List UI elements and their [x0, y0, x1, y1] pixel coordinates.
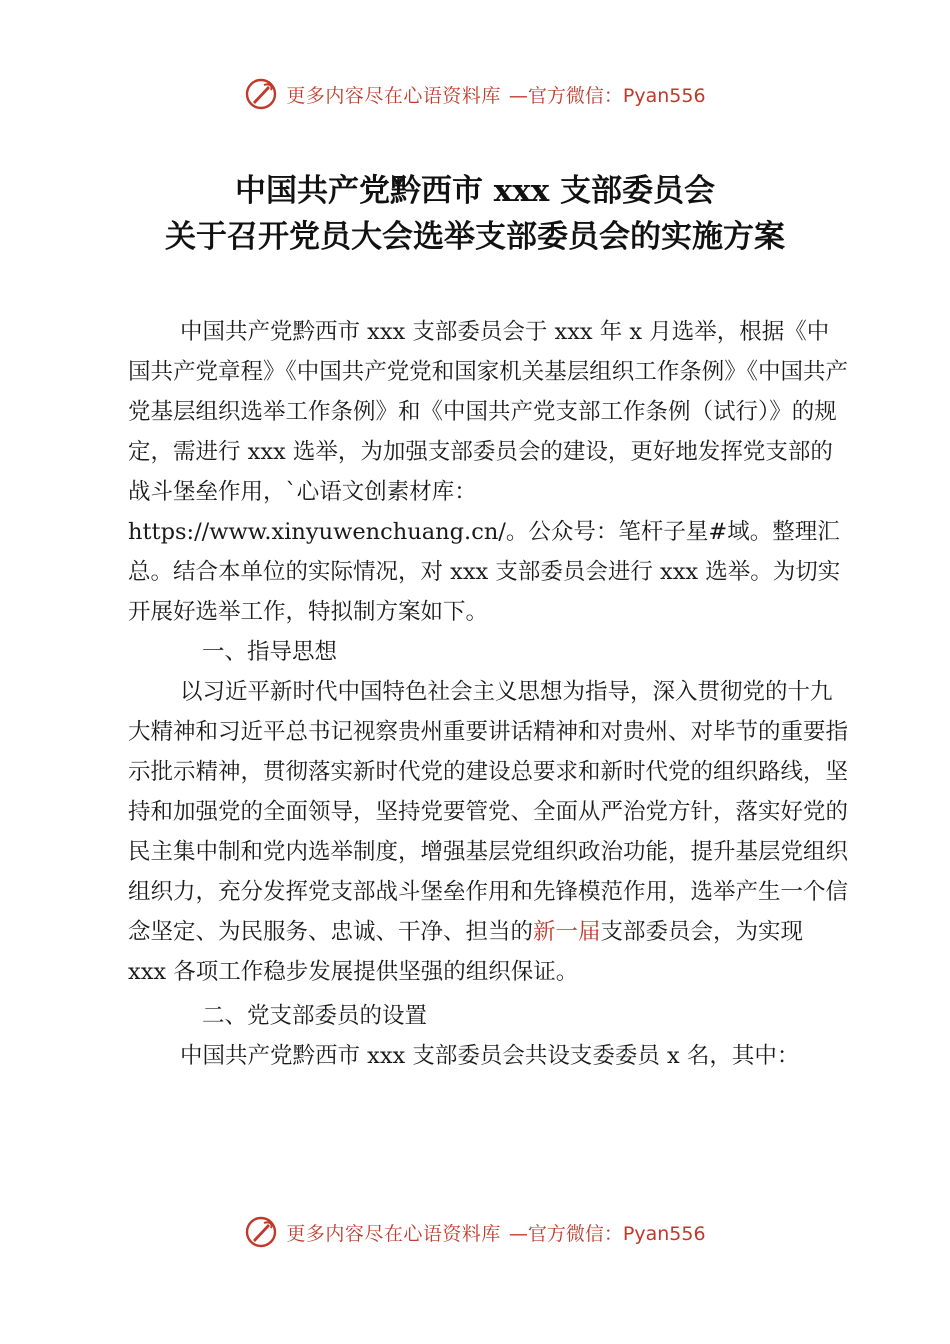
footer-banner [0, 1212, 950, 1252]
title-line-1: 中国共产党黔西市 xxx 支部委员会 [234, 173, 716, 209]
paragraph-text: 以习近平新时代中国特色社会主义思想为指导，深入贯彻党的十九大精神和习近平总书记视察贵州重要讲话精神和对贵州、对毕节的重要指示批示精神，贯彻落实新时代党的建设总要求和新时代党的组织路线，坚持和加强党的全面领导，坚持党要管党、全面从严治党方针，落实好党的民主集中制和党内选举制度，增强基层党组织政治功能，提升基层党组织组织力，充分发挥党支部战斗堡垒作用和先锋模范作用，选举产生一个信念坚定、为民服务、忠诚、干净、担当的 [128, 679, 849, 945]
banner-wechat-text: —官方微信：Pyan556 [508, 84, 706, 107]
quill-pen-logo-icon [244, 77, 278, 111]
paragraph-text: 支部委员会，为实现 xxx 各项工作稳步发展提供坚强的组织保证。 [128, 919, 804, 985]
banner-brand-text: 更多内容尽在心语资料库 [286, 84, 501, 107]
banner-wechat-text: —官方微信：Pyan556 [508, 1222, 706, 1245]
committee-setup-paragraph: 中国共产党黔西市 xxx 支部委员会共设支委委员 x 名，其中： [180, 1043, 800, 1069]
header-banner [0, 74, 950, 114]
document-title [0, 168, 950, 260]
banner-brand-text: 更多内容尽在心语资料库 [286, 1222, 501, 1245]
highlighted-text: 新一届 [533, 919, 601, 945]
document-body [128, 312, 848, 1076]
section-heading-committee-setup: 二、党支部委员的设置 [202, 1003, 428, 1029]
guiding-ideology-paragraph [128, 672, 848, 992]
title-line-2: 关于召开党员大会选举支部委员会的实施方案 [165, 219, 785, 255]
section-heading-guiding-ideology: 一、指导思想 [202, 639, 338, 665]
quill-pen-logo-icon [244, 1215, 278, 1249]
intro-paragraph: 中国共产党黔西市 xxx 支部委员会于 xxx 年 x 月选举，根据《中国共产党章程》《中国共产党党和国家机关基层组织工作条例》《中国共产党基层组织选举工作条例》和《中国共产党支部工作条例（试行）》的规定，需进行 xxx 选举，为加强支部委员会的建设，更好地发挥党支部的战斗堡垒作用，`心语文创素材库：https://www.xinyuwenchuang.cn/。公众号：笔杆子星#域。整理汇总。结合本单位的实际情况，对 xxx 支部委员会进行 xxx 选举。为切实开展好选举工作，特拟制方案如下。 [128, 319, 849, 625]
